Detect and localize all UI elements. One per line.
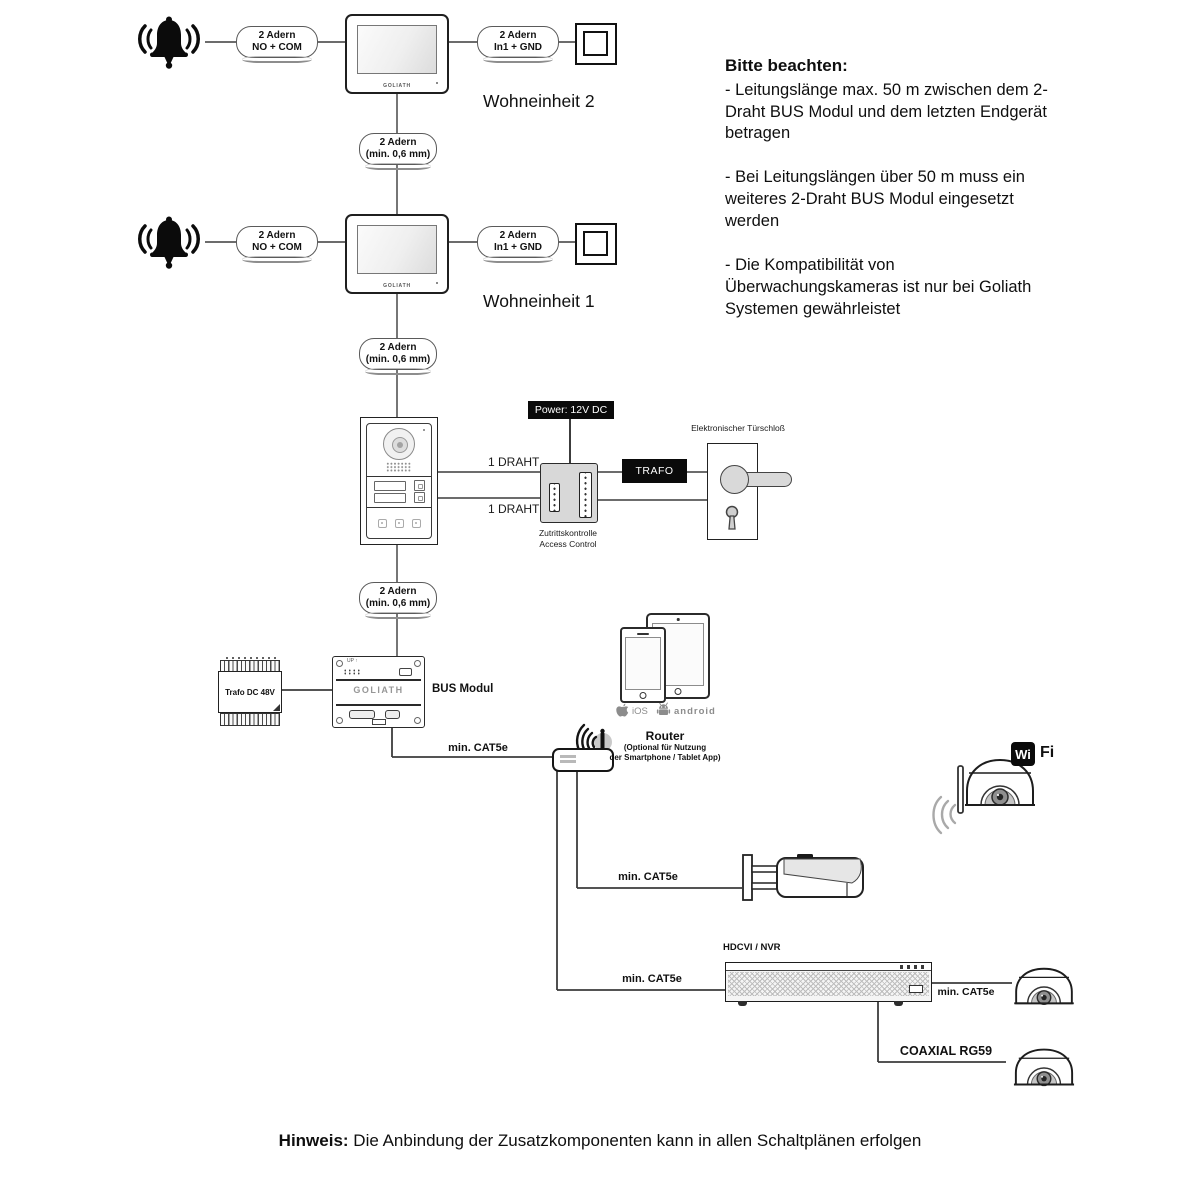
monitor-led [436,282,438,284]
cat5e-label: min. CAT5e [937,986,995,998]
notes-para1: - Leitungslänge max. 50 m zwischen dem 2-Draht BUS Modul und dem letzten Endgerät betragen [725,80,1048,143]
terminal-comb-icon [220,713,280,726]
panel-divider [336,679,421,681]
nvr-label: HDCVI / NVR [723,942,781,953]
router-subtitle [592,743,738,764]
doorbell-button-inner [583,31,608,56]
microphone-hole-icon [423,429,425,431]
trafo-corner-mark [273,704,280,711]
bullet-camera-icon [742,853,868,903]
cable-label-2adern [359,133,437,165]
android-label: android [674,706,716,717]
router-vent [560,755,576,758]
keyhole-icon [724,505,740,533]
cat5e-label: min. CAT5e [448,742,508,754]
access-label-line1: Zutrittskontrolle [538,528,598,538]
nvr-foot [738,1001,747,1006]
monitor-led [436,82,438,84]
pill-line2: (min. 0,6 mm) [365,598,431,609]
phone-home-button [640,692,647,699]
pill-line1: 2 Adern [499,30,537,42]
panel-divider [336,704,421,706]
dome-camera-icon [1012,1043,1076,1093]
trafo-dc-body [218,671,282,713]
nvr-status-led [900,965,904,969]
tablet-camera-dot [677,618,680,621]
screw-icon [336,717,343,724]
camera-lens-icon [383,428,415,460]
cable-label-in1-gnd [477,226,559,258]
pill-line2: (min. 0,6 mm) [365,149,431,160]
apple-logo-icon [616,703,629,718]
doorbell-ring-icon [133,12,205,74]
footer-note [0,1131,1200,1151]
terminal-strip-icon [579,472,592,518]
ios-label: iOS [632,706,648,717]
indoor-monitor [345,14,449,94]
touch-key-icon [378,519,387,528]
bus-module [332,656,425,728]
cat5e-label: min. CAT5e [622,973,682,985]
cable-label-2adern [359,338,437,370]
monitor-brand-label: GOLIATH [383,283,411,289]
coaxial-label: COAXIAL RG59 [899,1044,993,1058]
nvr-mesh-front [728,972,929,996]
draht-label: 1 DRAHT [488,455,540,469]
pill-line1: 2 Adern [379,586,417,598]
phone-screen [625,637,661,690]
nvr-status-led [921,965,925,969]
footer-note-text: Die Anbindung der Zusatzkomponenten kann in allen Schaltplänen erfolgen [348,1131,922,1150]
cable-label-in1-gnd [477,26,559,58]
unit1-label: Wohneinheit 1 [483,291,595,311]
pill-line1: 2 Adern [258,230,296,242]
notes-block [725,55,1063,343]
nvr-top-band [726,963,931,971]
router-title: Router [645,729,685,743]
footer-note-prefix: Hinweis: [278,1131,349,1150]
connector-icon [399,668,412,676]
screw-icon [414,660,421,667]
draht-label: 1 DRAHT [488,502,540,516]
touch-key-icon [395,519,404,528]
monitor-screen [357,225,437,274]
pill-line2: NO + COM [252,242,302,253]
call-button [414,492,425,503]
pill-line1: 2 Adern [379,137,417,149]
nvr-status-led [907,965,911,969]
door-station-touch-section [367,508,431,538]
unit2-label: Wohneinheit 2 [483,91,595,111]
port-icon [385,710,400,719]
wifi-badge-wi: Wi [1011,742,1035,766]
power-label: Power: 12V DC [528,401,614,419]
screw-icon [414,717,421,724]
bus-brand-label: GOLIATH [353,685,404,695]
cable-label-2adern [359,582,437,614]
router-sub-line1: (Optional für Nutzung [623,743,707,752]
cable-label-no-com [236,226,318,258]
tablet-home-button [675,688,682,695]
monitor-brand-label: GOLIATH [383,83,411,89]
access-label-line2: Access Control [539,539,597,550]
door-lock-label: Elektronischer Türschloß [691,423,785,433]
notes-para3: - Die Kompatibilität von Überwachungskameras ist nur bei Goliath Systemen gewährleistet [725,256,1032,319]
phone-speaker [637,633,649,636]
door-station-button-section [367,476,431,508]
cat5e-label: min. CAT5e [618,871,678,883]
trafo-dc-module [218,656,282,728]
router-vent [560,760,576,763]
nvr-foot [894,1001,903,1006]
doorbell-button-icon [575,223,617,265]
access-control-label [523,528,613,550]
pill-line2: In1 + GND [493,242,543,253]
doorbell-button-icon [575,23,617,65]
door-station-camera-section [367,424,431,477]
pill-line1: 2 Adern [499,230,537,242]
access-control-box [540,463,598,523]
doorbell-button-inner [583,231,608,256]
door-station [360,417,438,545]
nvr-usb-port [909,985,923,993]
terminal-pins-icon [343,669,361,675]
touch-key-icon [412,519,421,528]
cable-label-no-com [236,26,318,58]
wifi-badge-fi: Fi [1040,744,1055,761]
notes-title: Bitte beachten: [725,56,848,75]
bus-module-label: BUS Modul [432,683,494,695]
pill-line2: (min. 0,6 mm) [365,354,431,365]
pill-line2: NO + COM [252,42,302,53]
monitor-screen [357,25,437,74]
android-logo-icon [656,702,671,717]
name-tag [374,493,406,503]
din-clip [372,719,386,725]
trafo-box: TRAFO [622,459,687,483]
pill-line2: In1 + GND [493,42,543,53]
nvr-recorder-icon [725,962,932,1002]
name-tag [374,481,406,491]
up-marking: UP ↑ [347,658,358,664]
doorbell-ring-icon [133,212,205,274]
router-sub-line2: der Smartphone / Tablet App) [609,753,721,763]
door-handle-rose [720,465,749,494]
notes-para2: - Bei Leitungslängen über 50 m muss ein weiteres 2-Draht BUS Modul eingesetzt werden [725,168,1025,231]
speaker-grille-icon [386,462,412,472]
nvr-status-led [914,965,918,969]
pill-line1: 2 Adern [258,30,296,42]
dome-camera-icon [1012,963,1076,1011]
trafo-dc-label: Trafo DC 48V [225,687,275,697]
smartphone-icon [620,627,666,703]
rj45-port-icon [349,710,375,719]
terminal-strip-icon [549,483,560,512]
screw-icon [336,660,343,667]
call-button [414,480,425,491]
door-station-panel [366,423,432,539]
pill-line1: 2 Adern [379,342,417,354]
electronic-door-lock-icon [707,443,758,540]
indoor-monitor [345,214,449,294]
